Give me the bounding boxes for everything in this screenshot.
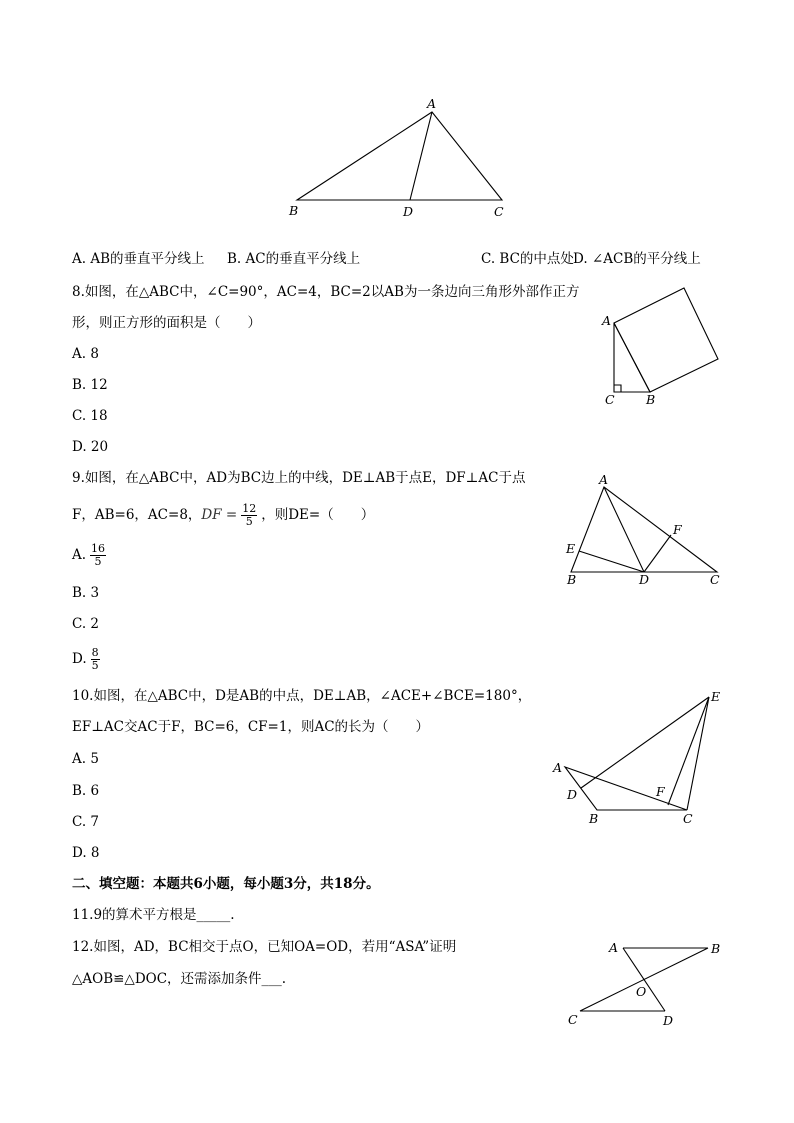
section-heading: 二、填空题：本题共6小题，每小题3分，共18分。 (72, 876, 380, 892)
q7-option-d: D. ∠ACB的平分线上 (573, 251, 701, 267)
label-f: F (673, 522, 682, 537)
q11-stem: 11.9的算术平方根是_____. (72, 907, 235, 923)
q8-option-c: C. 18 (72, 408, 108, 424)
label-a: A (609, 940, 619, 955)
label-e: E (566, 541, 576, 556)
label-b: B (567, 572, 577, 587)
label-c: C (494, 204, 504, 219)
label-d: D (663, 1013, 674, 1028)
label-a: A (599, 472, 609, 487)
q9-option-d-denominator: 5 (91, 659, 99, 672)
label-d: D (639, 572, 650, 587)
label-b: B (646, 392, 656, 407)
q9-stem-prefix: F，AB=6，AC=8， (72, 507, 202, 523)
label-d: D (567, 787, 578, 802)
label-e: E (711, 689, 721, 704)
label-c: C (605, 392, 615, 407)
label-c: C (710, 572, 720, 587)
q10-option-c: C. 7 (72, 814, 100, 830)
q7-option-c: C. BC的中点处 (481, 251, 574, 267)
q12-stem-line2: △AOB≌△DOC，还需添加条件___. (72, 971, 287, 987)
label-a: A (602, 313, 612, 328)
label-b: B (711, 941, 721, 956)
q9-option-a-label: A. (72, 547, 87, 563)
q8-stem-line1: 8.如图，在△ABC中，∠C=90°，AC=4，BC=2以AB为一条边向三角形外部作正方 (72, 284, 580, 300)
q9-option-b: B. 3 (72, 585, 100, 601)
q9-df-label: DF = (201, 507, 238, 523)
q9-df-numerator: 12 (242, 502, 257, 515)
q9-stem-line1: 9.如图，在△ABC中，AD为BC边上的中线，DE⊥AB于点E，DF⊥AC于点 (72, 470, 526, 486)
label-a: A (553, 760, 563, 775)
q9-df-denominator: 5 (245, 515, 253, 528)
q10-option-a: A. 5 (72, 751, 99, 767)
q9-option-d-numerator: 8 (91, 646, 99, 659)
q8-option-a: A. 8 (72, 346, 99, 362)
label-b: B (589, 811, 599, 826)
segment-bc (580, 948, 708, 1011)
q10-stem-line1: 10.如图，在△ABC中，D是AB的中点，DE⊥AB，∠ACE+∠BCE=180°， (72, 688, 532, 704)
q8-option-d: D. 20 (72, 439, 109, 455)
q8-stem-line2: 形，则正方形的面积是（ ） (72, 315, 261, 331)
q10-option-d: D. 8 (72, 845, 100, 861)
q10-stem-line2: EF⊥AC交AC于F，BC=6，CF=1，则AC的长为（ ） (72, 719, 430, 735)
label-c: C (568, 1012, 578, 1027)
label-b: B (289, 203, 299, 218)
q9-option-d-label: D. (72, 651, 87, 667)
label-d: D (403, 204, 414, 219)
label-f: F (656, 784, 665, 799)
q10-option-b: B. 6 (72, 783, 100, 799)
label-a: A (427, 96, 437, 111)
q8-option-b: B. 12 (72, 377, 108, 393)
q12-stem-line1: 12.如图，AD，BC相交于点O，已知OA=OD，若用“ASA”证明 (72, 939, 457, 955)
label-c: C (683, 811, 693, 826)
q7-option-a: A. AB的垂直平分线上 (72, 251, 205, 267)
q9-stem-suffix: ，则DE=（ ） (261, 507, 375, 523)
q7-option-b: B. AC的垂直平分线上 (227, 251, 361, 267)
q9-option-c: C. 2 (72, 616, 100, 632)
label-o: O (636, 984, 647, 999)
q9-option-a-denominator: 5 (94, 555, 102, 568)
q9-option-a-numerator: 16 (91, 542, 106, 555)
